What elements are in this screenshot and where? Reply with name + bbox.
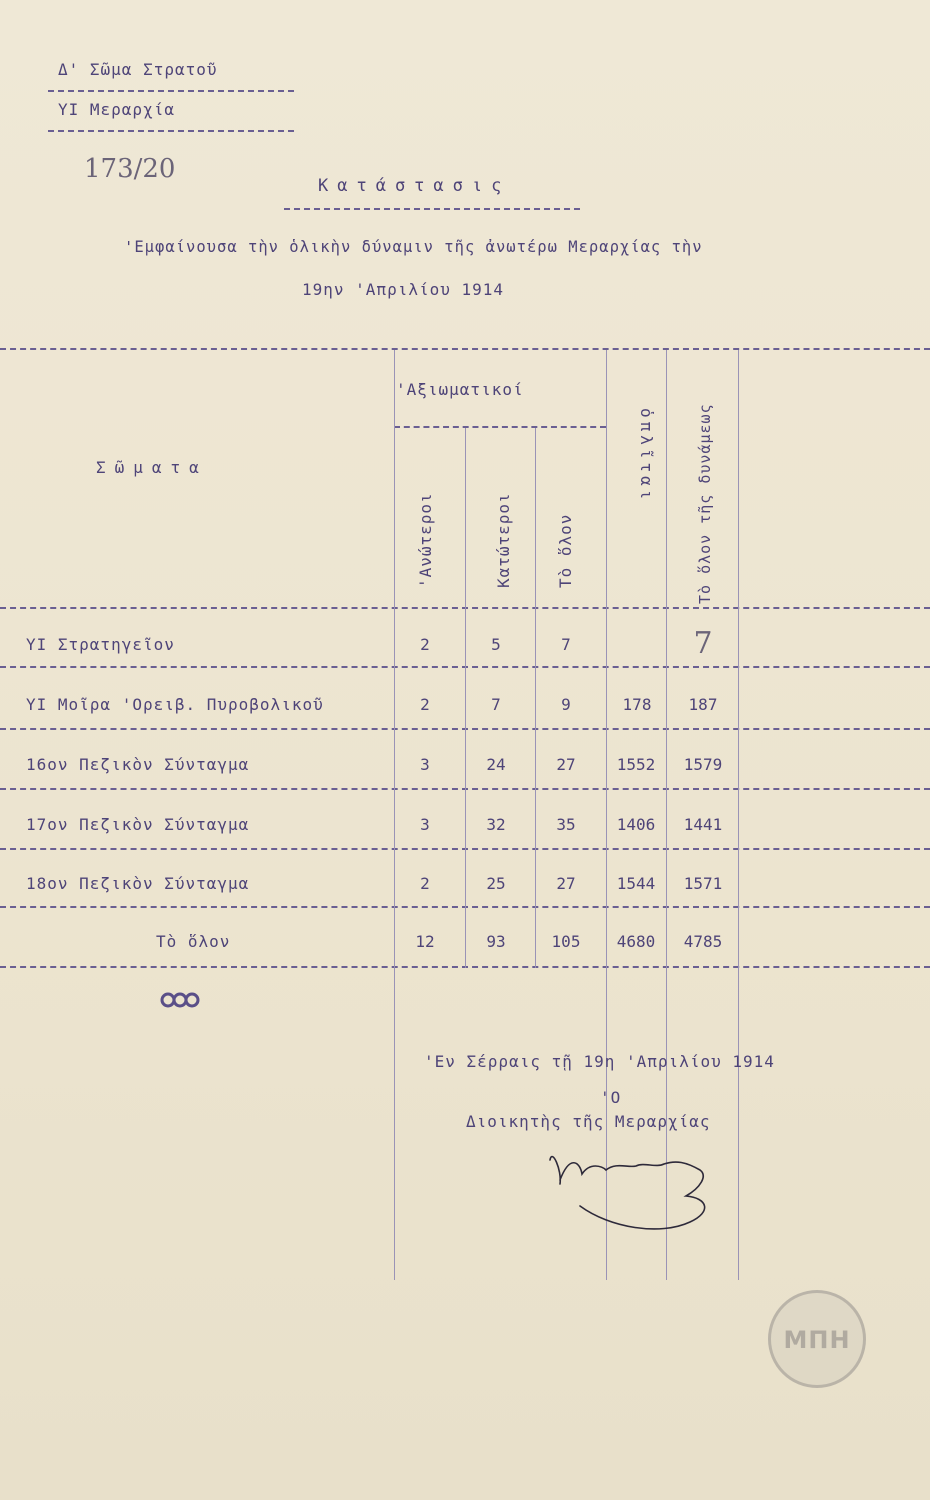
column-header-total-strength: Τὸ ὅλον τῆς δυνάμεως	[696, 403, 714, 604]
row-unit-label: ΥΙ Στρατηγεῖον	[26, 635, 175, 654]
cell-soldiers: 1552	[616, 755, 656, 774]
cell-total: 1441	[683, 815, 723, 834]
cell-total-handwritten: 7	[693, 626, 713, 661]
cell-total-senior: 12	[415, 932, 435, 951]
cell-junior: 7	[491, 695, 501, 714]
row-unit-label: 18ον Πεζικὸν Σύνταγμα	[26, 874, 250, 893]
cell-total-officers: 27	[556, 874, 576, 893]
cell-total-soldiers: 4680	[616, 932, 656, 951]
seal-text: ΜΠΗ	[783, 1326, 851, 1354]
cell-soldiers: 1544	[616, 874, 656, 893]
column-group-officers: 'Αξιωματικοί	[396, 380, 524, 399]
cell-soldiers: 178	[622, 695, 652, 714]
cell-total: 1579	[683, 755, 723, 774]
row-unit-label: ΥΙ Μοῖρα 'Ορειβ. Πυροβολικοῦ	[26, 695, 324, 714]
cell-total-officers: 35	[556, 815, 576, 834]
closing-ornament-icon	[160, 990, 202, 1010]
cell-soldiers: 1406	[616, 815, 656, 834]
column-header-junior: Κατώτεροι	[494, 492, 513, 588]
cell-junior: 24	[486, 755, 506, 774]
cell-grand-total: 4785	[683, 932, 723, 951]
cell-total-officers: 9	[561, 695, 571, 714]
column-header-total-officers: Τὸ ὅλον	[556, 513, 575, 588]
column-header-soldiers: ὁπλῖται	[637, 408, 656, 504]
cell-junior: 5	[491, 635, 501, 654]
place-date-line: 'Εν Σέρραις τῇ 19η 'Απριλίου 1914	[424, 1052, 775, 1071]
header-divider	[48, 130, 294, 132]
table-top-rule	[0, 348, 930, 350]
title-underline	[284, 208, 580, 210]
cell-total-officers: 7	[561, 635, 571, 654]
cell-senior: 3	[420, 815, 430, 834]
cell-total-officers: 27	[556, 755, 576, 774]
cell-junior: 32	[486, 815, 506, 834]
cell-senior: 2	[420, 635, 430, 654]
header-divider	[48, 90, 294, 92]
cell-total: 1571	[683, 874, 723, 893]
officers-group-rule	[394, 426, 606, 428]
signature-article: 'Ο	[600, 1088, 622, 1107]
cell-total: 187	[688, 695, 718, 714]
row-unit-label: 16ον Πεζικὸν Σύνταγμα	[26, 755, 250, 774]
column-divider	[738, 350, 739, 1280]
signatory-title: Διοικητὴς τῆς Μεραρχίας	[466, 1112, 711, 1131]
subtitle-line-1: 'Εμφαίνουσα τὴν ὁλικὴν δύναμιν τῆς ἀνωτέρω Μεραρχίας τὴν	[124, 238, 703, 256]
document-title: Κατάστασις	[318, 176, 511, 196]
division-heading: ΥΙ Μεραρχία	[58, 100, 175, 119]
cell-junior: 25	[486, 874, 506, 893]
column-header-units: Σῶματα	[96, 458, 208, 477]
cell-senior: 2	[420, 874, 430, 893]
handwritten-signature-icon	[540, 1140, 730, 1235]
column-header-senior: 'Ανώτεροι	[416, 492, 435, 588]
subtitle-line-2: 19ην 'Απριλίου 1914	[302, 280, 505, 299]
reference-number: 173/20	[84, 154, 176, 184]
row-unit-label: 17ον Πεζικὸν Σύνταγμα	[26, 815, 250, 834]
archive-seal-icon	[768, 1290, 866, 1388]
cell-total-junior: 93	[486, 932, 506, 951]
corps-heading: Δ' Σῶμα Στρατοῦ	[58, 60, 218, 79]
totals-label: Τὸ ὅλον	[156, 932, 231, 951]
cell-total-officers-sum: 105	[551, 932, 581, 951]
cell-senior: 3	[420, 755, 430, 774]
cell-senior: 2	[420, 695, 430, 714]
